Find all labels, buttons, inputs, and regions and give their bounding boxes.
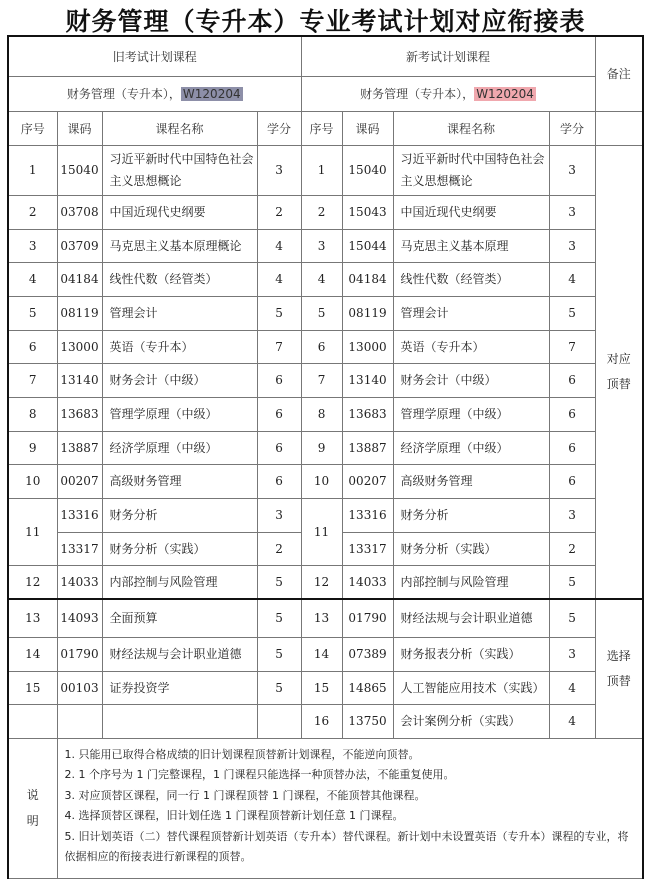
old-name: 财务分析 (102, 498, 257, 532)
old-seq: 5 (8, 296, 57, 330)
new-code: 15040 (342, 145, 393, 195)
note-item: 1. 只能用已取得合格成绩的旧计划课程顶替新计划课程，不能逆向顶替。 (64, 747, 420, 761)
old-name-empty (102, 704, 257, 738)
new-credit: 2 (549, 532, 595, 565)
table-row (8, 330, 643, 363)
note-item: 2. 1 个序号为 1 门完整课程，1 门课程只能选择一种顶替办法，不能重复使用。 (64, 768, 455, 781)
old-code: 13140 (57, 363, 102, 397)
old-credit: 5 (257, 637, 301, 671)
table-row (8, 262, 643, 296)
old-name: 中国近现代史纲要 (102, 195, 257, 229)
old-seq: 6 (8, 330, 57, 363)
old-seq: 13 (8, 599, 57, 637)
old-seq: 15 (8, 671, 57, 704)
old-seq: 8 (8, 397, 57, 431)
old-credit: 4 (257, 262, 301, 296)
col-new-name: 课程名称 (393, 111, 549, 145)
new-name: 财务分析（实践） (393, 532, 549, 565)
table-row (8, 704, 643, 738)
old-seq: 4 (8, 262, 57, 296)
new-code: 15043 (342, 195, 393, 229)
old-code: 04184 (57, 262, 102, 296)
new-credit: 3 (549, 637, 595, 671)
new-credit: 6 (549, 397, 595, 431)
new-seq: 10 (301, 464, 342, 498)
col-old-credit: 学分 (257, 111, 301, 145)
new-seq: 8 (301, 397, 342, 431)
old-name: 经济学原理（中级） (102, 431, 257, 464)
new-credit: 3 (549, 229, 595, 262)
old-code: 13683 (57, 397, 102, 431)
page-title: 财务管理（专升本）专业考试计划对应衔接表 (65, 7, 586, 36)
new-name: 会计案例分析（实践） (393, 704, 549, 738)
old-seq: 9 (8, 431, 57, 464)
old-name: 管理会计 (102, 296, 257, 330)
new-code: 13000 (342, 330, 393, 363)
old-name: 财务分析（实践） (102, 532, 257, 565)
new-credit: 5 (549, 599, 595, 637)
new-credit: 5 (549, 296, 595, 330)
remark-corresponding: 对应 顶替 (595, 145, 643, 599)
new-credit: 5 (549, 565, 595, 599)
new-seq: 7 (301, 363, 342, 397)
note-item: 3. 对应顶替区课程，同一行 1 门课程顶替 1 门课程，不能顶替其他课程。 (64, 788, 426, 802)
new-credit: 4 (549, 704, 595, 738)
col-old-seq: 序号 (8, 111, 57, 145)
old-name: 财务会计（中级） (102, 363, 257, 397)
old-credit: 6 (257, 397, 301, 431)
new-code: 00207 (342, 464, 393, 498)
notes-row (8, 738, 643, 878)
old-major-code: W120204 (182, 87, 241, 101)
course-mapping-table (7, 35, 644, 879)
new-major-label: 财务管理（专升本）， (360, 87, 475, 101)
old-credit: 4 (257, 229, 301, 262)
old-major-label: 财务管理（专升本）， (66, 87, 181, 101)
old-code: 13000 (57, 330, 102, 363)
old-name: 线性代数（经管类） (102, 262, 257, 296)
new-major-code: W120204 (476, 87, 534, 101)
old-seq: 2 (8, 195, 57, 229)
new-code: 13317 (342, 532, 393, 565)
table-row (8, 363, 643, 397)
new-name: 高级财务管理 (393, 464, 549, 498)
note-item: 5. 旧计划英语（二）替代课程顶替新计划英语（专升本）替代课程。新计划中未设置英语（专升本）课程的专业，将依据相应的衔接表进行新课程的顶替。 (64, 829, 629, 863)
new-code: 13140 (342, 363, 393, 397)
old-credit: 5 (257, 565, 301, 599)
remark-selective: 选择 顶替 (595, 599, 643, 738)
new-credit: 4 (549, 671, 595, 704)
new-seq: 5 (301, 296, 342, 330)
table-row (8, 431, 643, 464)
old-plan-header: 旧考试计划课程 (8, 36, 301, 76)
new-credit: 7 (549, 330, 595, 363)
new-name: 中国近现代史纲要 (393, 195, 549, 229)
table-row (8, 671, 643, 704)
old-code: 08119 (57, 296, 102, 330)
table-row (8, 145, 643, 195)
old-credit: 6 (257, 431, 301, 464)
old-credit: 7 (257, 330, 301, 363)
old-name: 证券投资学 (102, 671, 257, 704)
remark-header: 备注 (595, 36, 643, 111)
new-code: 04184 (342, 262, 393, 296)
col-remark-empty (595, 111, 643, 145)
new-major-cell (301, 76, 595, 111)
new-name: 英语（专升本） (393, 330, 549, 363)
new-seq: 11 (301, 498, 342, 565)
old-seq: 1 (8, 145, 57, 195)
old-seq: 12 (8, 565, 57, 599)
new-credit: 6 (549, 363, 595, 397)
new-name: 财务分析 (393, 498, 549, 532)
table-row (8, 565, 643, 599)
col-old-code: 课码 (57, 111, 102, 145)
new-code: 13683 (342, 397, 393, 431)
old-seq: 7 (8, 363, 57, 397)
old-credit: 6 (257, 464, 301, 498)
new-credit: 6 (549, 431, 595, 464)
new-seq: 12 (301, 565, 342, 599)
old-code: 13317 (57, 532, 102, 565)
table-row (8, 498, 643, 532)
old-code-empty (57, 704, 102, 738)
new-name: 习近平新时代中国特色社会主义思想概论 (393, 145, 549, 195)
table-row (8, 599, 643, 637)
new-seq: 1 (301, 145, 342, 195)
new-credit: 3 (549, 498, 595, 532)
new-credit: 3 (549, 145, 595, 195)
old-seq: 3 (8, 229, 57, 262)
new-code: 14033 (342, 565, 393, 599)
new-seq: 3 (301, 229, 342, 262)
new-code: 15044 (342, 229, 393, 262)
old-name: 财经法规与会计职业道德 (102, 637, 257, 671)
new-seq: 14 (301, 637, 342, 671)
col-new-code: 课码 (342, 111, 393, 145)
new-plan-header: 新考试计划课程 (301, 36, 595, 76)
new-name: 内部控制与风险管理 (393, 565, 549, 599)
new-name: 经济学原理（中级） (393, 431, 549, 464)
table-row (8, 637, 643, 671)
old-seq: 11 (8, 498, 57, 565)
old-credit: 5 (257, 671, 301, 704)
notes-label: 说 明 (8, 738, 57, 878)
old-seq-empty (8, 704, 57, 738)
new-code: 07389 (342, 637, 393, 671)
new-credit: 4 (549, 262, 595, 296)
new-name: 财经法规与会计职业道德 (393, 599, 549, 637)
table-row (8, 195, 643, 229)
new-code: 13887 (342, 431, 393, 464)
old-name: 全面预算 (102, 599, 257, 637)
new-seq: 9 (301, 431, 342, 464)
old-credit: 2 (257, 532, 301, 565)
old-seq: 14 (8, 637, 57, 671)
notes-content (57, 738, 643, 878)
new-credit: 6 (549, 464, 595, 498)
old-name: 马克思主义基本原理概论 (102, 229, 257, 262)
new-seq: 16 (301, 704, 342, 738)
old-code: 14033 (57, 565, 102, 599)
new-code: 14865 (342, 671, 393, 704)
old-code: 03709 (57, 229, 102, 262)
old-credit: 3 (257, 145, 301, 195)
old-name: 英语（专升本） (102, 330, 257, 363)
old-code: 01790 (57, 637, 102, 671)
new-code: 08119 (342, 296, 393, 330)
old-credit: 2 (257, 195, 301, 229)
old-code: 15040 (57, 145, 102, 195)
old-name: 管理学原理（中级） (102, 397, 257, 431)
old-code: 13887 (57, 431, 102, 464)
old-credit-empty (257, 704, 301, 738)
old-credit: 5 (257, 599, 301, 637)
new-name: 人工智能应用技术（实践） (393, 671, 549, 704)
table-row (8, 229, 643, 262)
old-name: 内部控制与风险管理 (102, 565, 257, 599)
new-name: 线性代数（经管类） (393, 262, 549, 296)
old-name: 高级财务管理 (102, 464, 257, 498)
old-credit: 6 (257, 363, 301, 397)
old-credit: 3 (257, 498, 301, 532)
old-major-cell (8, 76, 301, 111)
col-old-name: 课程名称 (102, 111, 257, 145)
old-seq: 10 (8, 464, 57, 498)
new-seq: 4 (301, 262, 342, 296)
old-code: 13316 (57, 498, 102, 532)
old-credit: 5 (257, 296, 301, 330)
new-name: 管理会计 (393, 296, 549, 330)
new-name: 财务会计（中级） (393, 363, 549, 397)
table-row (8, 397, 643, 431)
new-seq: 6 (301, 330, 342, 363)
old-code: 14093 (57, 599, 102, 637)
new-seq: 2 (301, 195, 342, 229)
new-credit: 3 (549, 195, 595, 229)
new-code: 01790 (342, 599, 393, 637)
new-name: 管理学原理（中级） (393, 397, 549, 431)
new-code: 13316 (342, 498, 393, 532)
new-code: 13750 (342, 704, 393, 738)
old-name: 习近平新时代中国特色社会主义思想概论 (102, 145, 257, 195)
old-code: 00103 (57, 671, 102, 704)
note-item: 4. 选择顶替区课程，旧计划任选 1 门课程顶替新计划任意 1 门课程。 (64, 809, 404, 822)
table-row (8, 464, 643, 498)
old-code: 00207 (57, 464, 102, 498)
col-new-credit: 学分 (549, 111, 595, 145)
new-name: 财务报表分析（实践） (393, 637, 549, 671)
old-code: 03708 (57, 195, 102, 229)
new-seq: 13 (301, 599, 342, 637)
table-row (8, 296, 643, 330)
new-seq: 15 (301, 671, 342, 704)
new-name: 马克思主义基本原理 (393, 229, 549, 262)
col-new-seq: 序号 (301, 111, 342, 145)
